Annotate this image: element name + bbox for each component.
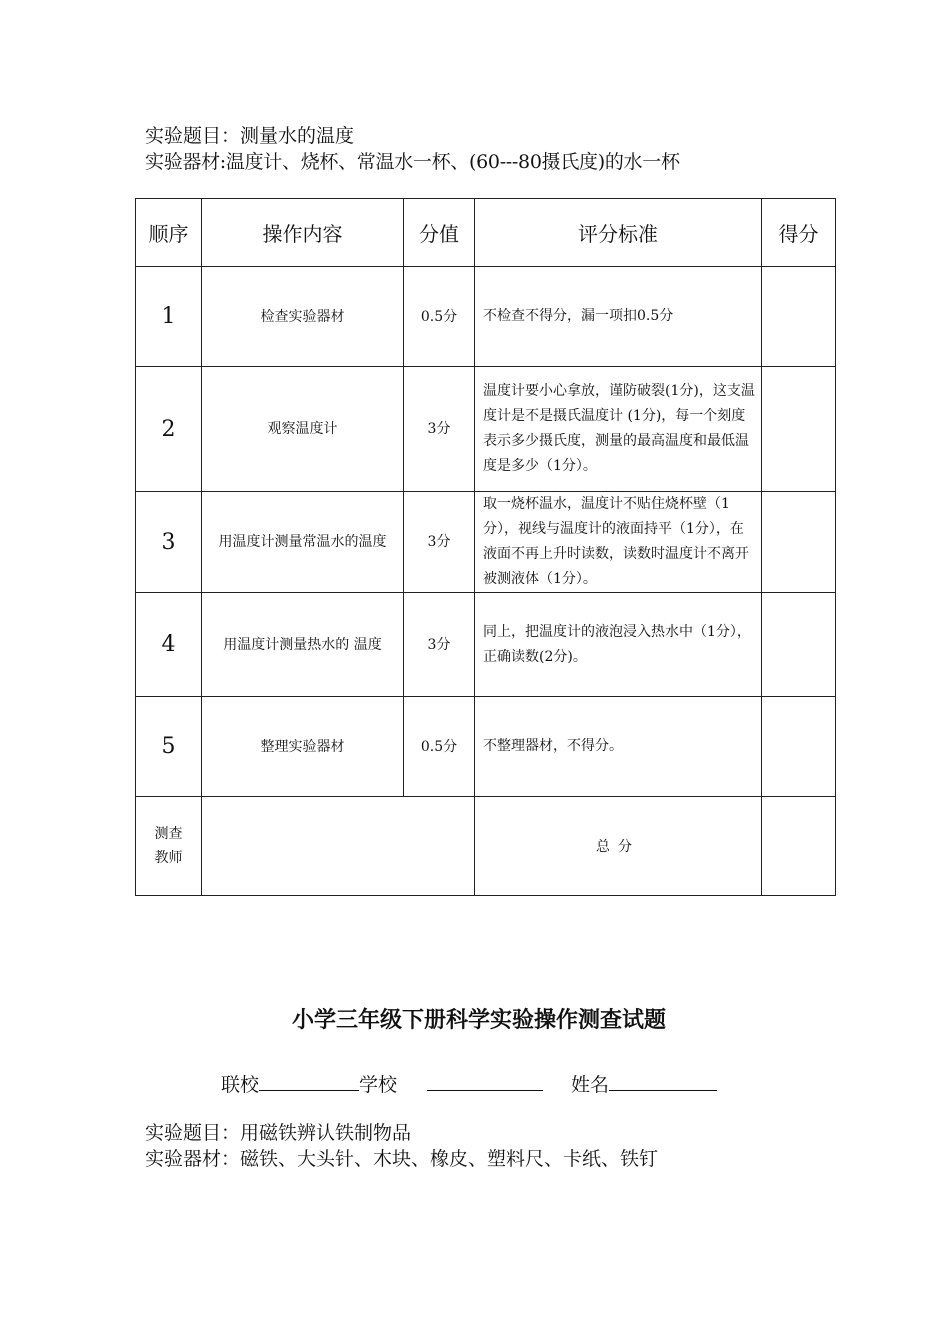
row-number: 2 <box>136 367 202 492</box>
row-value: 0.5分 <box>404 697 475 797</box>
row-score-cell <box>762 367 836 492</box>
row-criteria: 温度计要小心拿放，谨防破裂(1分)，这支温度计是不是摄氏温度计 (1分)，每一个刻度表示多少摄氏度，测量的最高温度和最低温度是多少（1分）。 <box>475 367 762 492</box>
row-value: 3分 <box>404 367 475 492</box>
row-score-cell <box>762 492 836 593</box>
row-score-cell <box>762 697 836 797</box>
row-operation: 整理实验器材 <box>202 697 404 797</box>
header-order: 顺序 <box>136 199 202 267</box>
row-value: 0.5分 <box>404 267 475 367</box>
table-footer-row <box>136 797 836 896</box>
row-operation: 观察温度计 <box>202 367 404 492</box>
row-value: 3分 <box>404 492 475 593</box>
teacher-label: 测查教师 <box>136 797 202 896</box>
experiment-equipment-2: 实验器材：磁铁、大头针、木块、橡皮、塑料尺、卡纸、铁钉 <box>145 1148 659 1170</box>
header-criteria: 评分标准 <box>475 199 762 267</box>
table-row <box>136 367 836 492</box>
name-label: 姓名 <box>571 1074 610 1096</box>
school-blank <box>427 1070 543 1091</box>
table-row <box>136 697 836 797</box>
table-row <box>136 492 836 593</box>
row-operation: 用温度计测量热水的 温度 <box>202 593 404 697</box>
scoring-table <box>135 198 836 896</box>
total-label: 总分 <box>475 797 762 896</box>
union-school-blank <box>259 1070 359 1091</box>
row-number: 1 <box>136 267 202 367</box>
table-row <box>136 267 836 367</box>
header-value: 分值 <box>404 199 475 267</box>
row-operation: 用温度计测量常温水的温度 <box>202 492 404 593</box>
table-header-row <box>136 199 836 267</box>
experiment-topic: 实验题目：测量水的温度 <box>145 125 355 147</box>
row-criteria: 不整理器材，不得分。 <box>475 697 762 797</box>
row-number: 5 <box>136 697 202 797</box>
row-number: 4 <box>136 593 202 697</box>
header-score: 得分 <box>762 199 836 267</box>
exam-title: 小学三年级下册科学实验操作测查试题 <box>291 1008 666 1033</box>
row-number: 3 <box>136 492 202 593</box>
experiment-topic-2: 实验题目：用磁铁辨认铁制物品 <box>145 1122 412 1144</box>
name-blank <box>609 1070 717 1091</box>
row-criteria: 同上，把温度计的液泡浸入热水中（1分），正确读数(2分)。 <box>475 593 762 697</box>
row-criteria: 不检查不得分，漏一项扣0.5分 <box>475 267 762 367</box>
row-score-cell <box>762 593 836 697</box>
header-operation: 操作内容 <box>202 199 404 267</box>
name-field <box>571 1070 717 1098</box>
total-score-cell <box>762 797 836 896</box>
row-criteria: 取一烧杯温水，温度计不贴住烧杯壁（1分），视线与温度计的液面持平（1分），在液面不再上升时读数，读数时温度计不离开被测液体（1分）。 <box>475 492 762 593</box>
table-row <box>136 593 836 697</box>
row-score-cell <box>762 267 836 367</box>
teacher-signature-cell <box>202 797 475 896</box>
school-field <box>427 1070 543 1098</box>
row-value: 3分 <box>404 593 475 697</box>
school-label: 学校 <box>359 1074 398 1096</box>
row-operation: 检查实验器材 <box>202 267 404 367</box>
experiment-equipment: 实验器材:温度计、烧杯、常温水一杯、(60---80摄氏度)的水一杯 <box>145 151 680 173</box>
union-school-field <box>221 1070 397 1098</box>
union-school-label: 联校 <box>221 1074 260 1096</box>
